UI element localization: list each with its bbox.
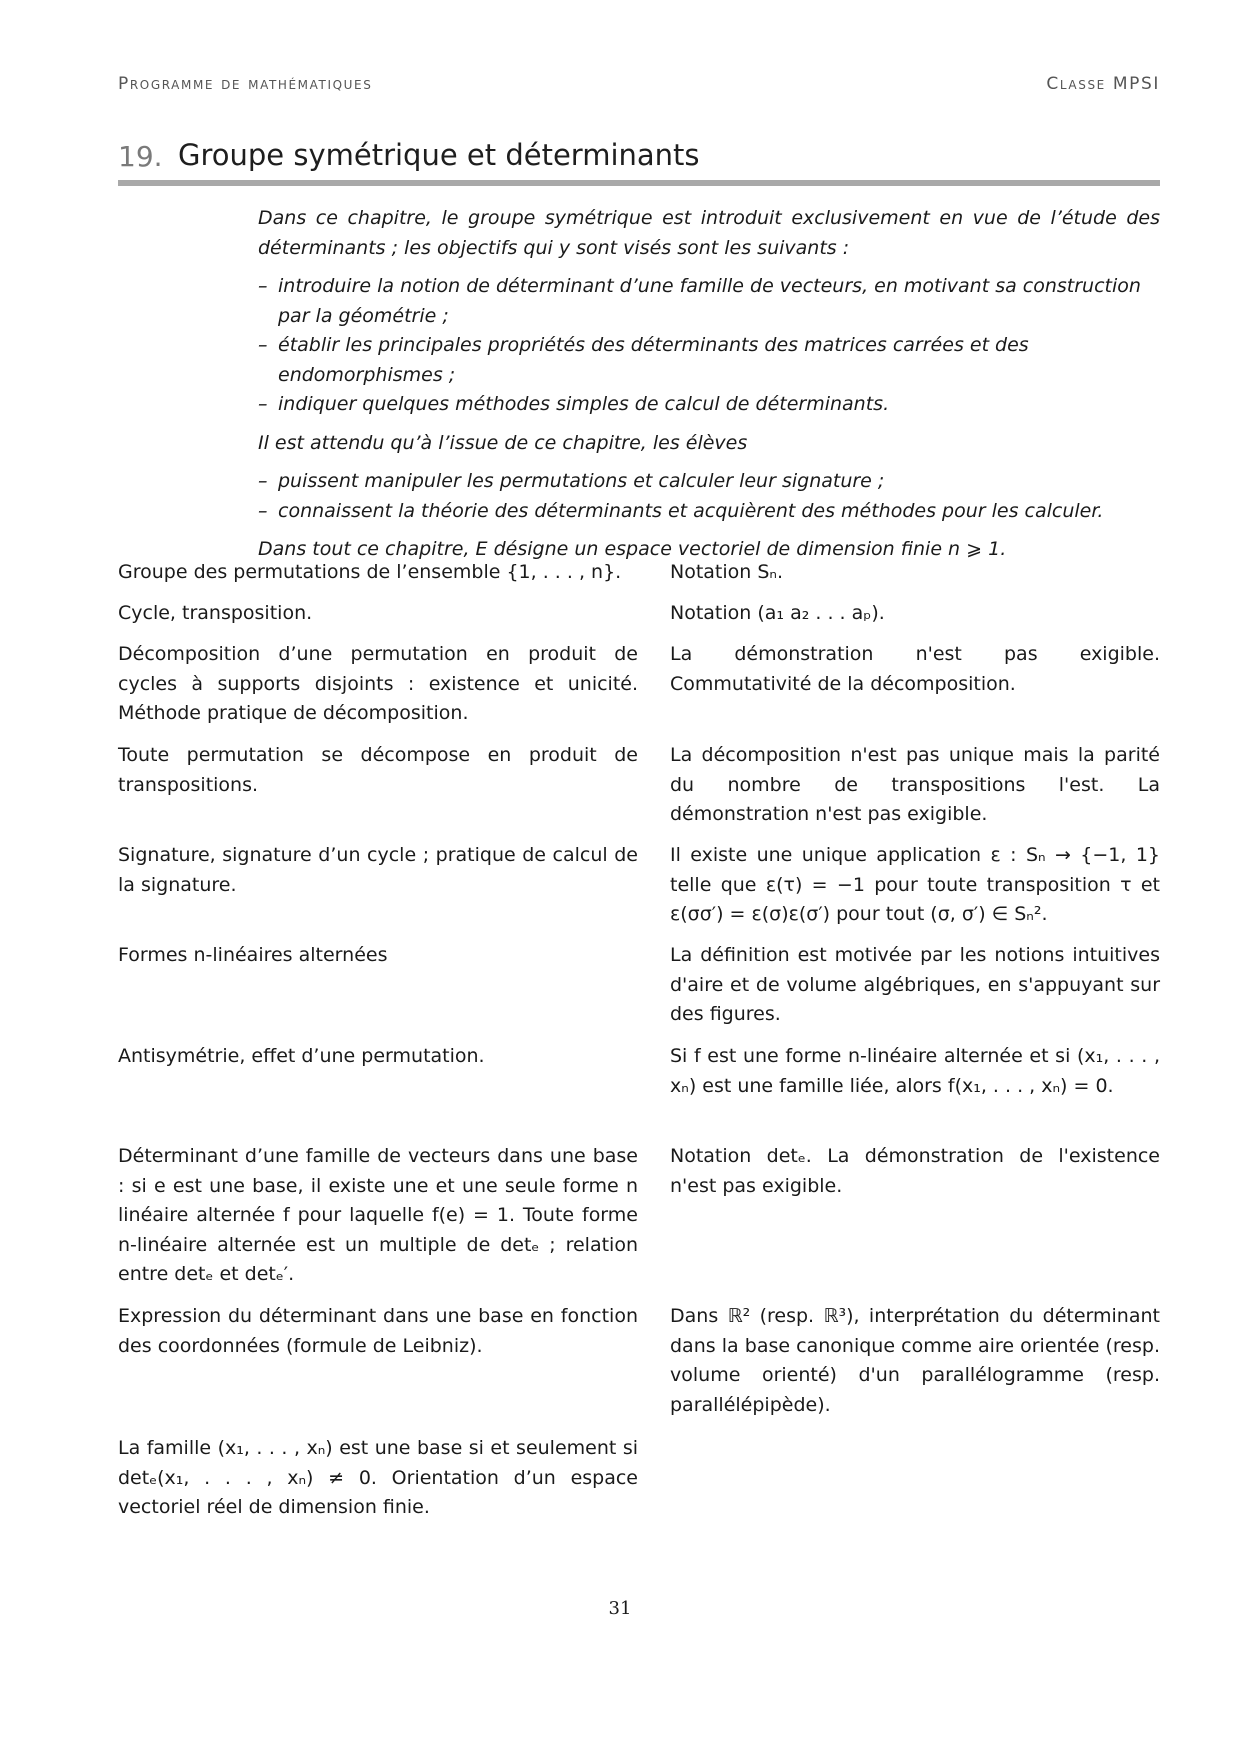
list-item: – établir les principales propriétés des déterminants des matrices carrées et des endomorphismes ; bbox=[258, 331, 1160, 390]
content-cell: Toute permutation se décompose en produit de transpositions. bbox=[118, 744, 638, 796]
chapter-intro bbox=[258, 204, 1160, 574]
running-header-left: Programme de mathématiques bbox=[118, 74, 373, 94]
table-row bbox=[118, 941, 1160, 1042]
running-header bbox=[118, 74, 1160, 98]
table-row bbox=[118, 741, 1160, 841]
running-header-right: Classe MPSI bbox=[1046, 74, 1160, 94]
list-item: – introduire la notion de déterminant d’une famille de vecteurs, en motivant sa construction par la géométrie ; bbox=[258, 272, 1160, 331]
comment-cell: Notation (a₁ a₂ . . . aₚ). bbox=[670, 602, 885, 624]
content-cell: Groupe des permutations de l’ensemble {1, . . . , n}. bbox=[118, 561, 622, 583]
table-row bbox=[118, 640, 1160, 741]
list-item: – puissent manipuler les permutations et calculer leur signature ; bbox=[258, 467, 1160, 497]
table-row bbox=[118, 1302, 1160, 1434]
table-row bbox=[118, 1042, 1160, 1142]
content-cell: Formes n-linéaires alternées bbox=[118, 944, 388, 966]
content-cell: Expression du déterminant dans une base en fonction des coordonnées (formule de Leibniz). bbox=[118, 1305, 638, 1357]
comment-cell: La définition est motivée par les notions intuitives d'aire et de volume algébriques, en s'appuyant sur des figures. bbox=[670, 944, 1160, 1025]
page-number: 31 bbox=[608, 1598, 632, 1619]
objectives-list bbox=[258, 272, 1160, 420]
intro-paragraph: Il est attendu qu’à l’issue de ce chapitre, les élèves bbox=[258, 431, 748, 454]
content-cell: Antisymétrie, effet d’une permutation. bbox=[118, 1045, 485, 1067]
content-cell: Signature, signature d’un cycle ; pratique de calcul de la signature. bbox=[118, 844, 638, 896]
content-cell: Déterminant d’une famille de vecteurs dans une base : si e est une base, il existe une et une seule forme n linéaire alternée f pour laquelle f(e) = 1. Toute forme n-linéaire alternée est un multiple de detₑ ; relation entre detₑ et detₑ′. bbox=[118, 1145, 638, 1285]
list-item: – connaissent la théorie des déterminants et acquièrent des méthodes pour les calculer. bbox=[258, 497, 1160, 527]
comment-cell: Si f est une forme n-linéaire alternée et si (x₁, . . . , xₙ) est une famille liée, alors f(x₁, . . . , xₙ) = 0. bbox=[670, 1045, 1160, 1097]
table-row bbox=[118, 841, 1160, 941]
content-cell: Cycle, transposition. bbox=[118, 602, 313, 624]
chapter-heading bbox=[118, 138, 1160, 182]
table-row bbox=[118, 599, 1160, 640]
content-cell: Décomposition d’une permutation en produit de cycles à supports disjoints : existence et unicité. Méthode pratique de décomposition. bbox=[118, 643, 638, 724]
comment-cell: La démonstration n'est pas exigible. Commutativité de la décomposition. bbox=[670, 643, 1160, 695]
chapter-number: 19. bbox=[118, 140, 163, 173]
content-cell: La famille (x₁, . . . , xₙ) est une base si et seulement si detₑ(x₁, . . . , xₙ) ≠ 0. Orientation d’un espace vectoriel réel de dimension finie. bbox=[118, 1437, 638, 1518]
table-row bbox=[118, 558, 1160, 599]
intro-paragraph: Dans ce chapitre, le groupe symétrique est introduit exclusivement en vue de l’étude des déterminants ; les objectifs qui y sont visés sont les suivants : bbox=[258, 207, 1160, 259]
comment-cell: Il existe une unique application ε : Sₙ → {−1, 1} telle que ε(τ) = −1 pour toute transposition τ et ε(σσ′) = ε(σ)ε(σ′) pour tout (σ, σ′) ∈ Sₙ². bbox=[670, 844, 1160, 925]
comment-cell: Notation detₑ. La démonstration de l'existence n'est pas exigible. bbox=[670, 1145, 1160, 1197]
comment-cell: La décomposition n'est pas unique mais la parité du nombre de transpositions l'est. La démonstration n'est pas exigible. bbox=[670, 744, 1160, 825]
list-item: – indiquer quelques méthodes simples de calcul de déterminants. bbox=[258, 390, 1160, 420]
comment-cell: Notation Sₙ. bbox=[670, 561, 784, 583]
table-row bbox=[118, 1142, 1160, 1302]
chapter-title: Groupe symétrique et déterminants bbox=[178, 138, 700, 172]
expectations-list bbox=[258, 467, 1160, 526]
intro-paragraph: Dans tout ce chapitre, E désigne un espace vectoriel de dimension finie n ⩾ 1. bbox=[258, 538, 1007, 560]
comment-cell: Dans ℝ² (resp. ℝ³), interprétation du déterminant dans la base canonique comme aire orientée (resp. volume orienté) d'un parallélogramme (resp. parallélépipède). bbox=[670, 1305, 1160, 1416]
table-row bbox=[118, 1434, 1160, 1534]
program-table bbox=[118, 558, 1160, 1534]
chapter-rule bbox=[118, 180, 1160, 186]
